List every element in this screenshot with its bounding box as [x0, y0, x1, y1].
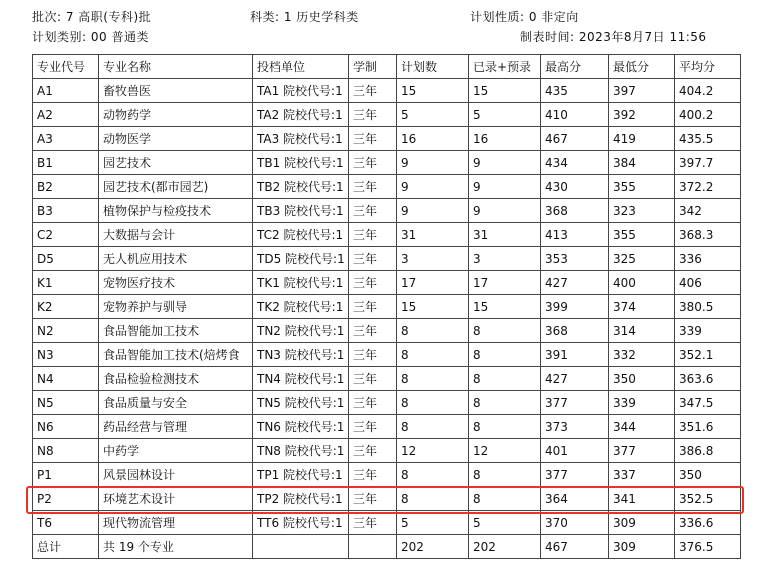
min-score-cell: 377: [609, 439, 675, 463]
major-code-cell: 专业代号: [33, 55, 99, 79]
duration-cell: 三年: [349, 367, 397, 391]
plan-count-cell: 8: [397, 487, 469, 511]
major-code-cell: K1: [33, 271, 99, 295]
avg-score-cell: 400.2: [675, 103, 741, 127]
unit-cell: TP1 院校代号:1: [253, 463, 349, 487]
plan-nature-label: 计划性质: 0 非定向: [470, 10, 579, 24]
major-name-cell: 宠物医疗技术: [99, 271, 253, 295]
avg-score-cell: 347.5: [675, 391, 741, 415]
plan-count-cell: 8: [397, 391, 469, 415]
min-score-cell: 400: [609, 271, 675, 295]
max-score-cell: 434: [541, 151, 609, 175]
plan-count-cell: 5: [397, 511, 469, 535]
major-name-cell: 专业名称: [99, 55, 253, 79]
avg-score-cell: 372.2: [675, 175, 741, 199]
unit-cell: TN2 院校代号:1: [253, 319, 349, 343]
min-score-cell: 332: [609, 343, 675, 367]
major-name-cell: 食品智能加工技术: [99, 319, 253, 343]
major-code-cell: B2: [33, 175, 99, 199]
duration-cell: 三年: [349, 151, 397, 175]
major-code-cell: N6: [33, 415, 99, 439]
admission-table: [32, 54, 741, 559]
duration-cell: 三年: [349, 295, 397, 319]
admitted-count-cell: 15: [469, 79, 541, 103]
max-score-cell: 410: [541, 103, 609, 127]
min-score-cell: 339: [609, 391, 675, 415]
avg-score-cell: 404.2: [675, 79, 741, 103]
table-row: [33, 247, 741, 271]
duration-cell: 三年: [349, 439, 397, 463]
table-row: [33, 463, 741, 487]
duration-cell: 学制: [349, 55, 397, 79]
major-name-cell: 无人机应用技术: [99, 247, 253, 271]
table-row: [33, 367, 741, 391]
max-score-cell: 430: [541, 175, 609, 199]
admitted-count-cell: 31: [469, 223, 541, 247]
admitted-count-cell: 8: [469, 343, 541, 367]
major-code-cell: P1: [33, 463, 99, 487]
admitted-count-cell: 5: [469, 511, 541, 535]
avg-score-cell: 368.3: [675, 223, 741, 247]
max-score-cell: 368: [541, 319, 609, 343]
max-score-cell: 370: [541, 511, 609, 535]
unit-cell: TT6 院校代号:1: [253, 511, 349, 535]
major-code-cell: K2: [33, 295, 99, 319]
unit-cell: TB2 院校代号:1: [253, 175, 349, 199]
avg-score-cell: 352.1: [675, 343, 741, 367]
admitted-count-cell: 8: [469, 463, 541, 487]
plan-type-label: 计划类别: 00 普通类: [32, 30, 149, 44]
avg-score-cell: 352.5: [675, 487, 741, 511]
min-score-cell: 最低分: [609, 55, 675, 79]
major-code-cell: B3: [33, 199, 99, 223]
min-score-cell: 314: [609, 319, 675, 343]
admitted-count-cell: 8: [469, 415, 541, 439]
major-name-cell: 大数据与会计: [99, 223, 253, 247]
table-row: [33, 415, 741, 439]
unit-cell: TA1 院校代号:1: [253, 79, 349, 103]
major-name-cell: 中药学: [99, 439, 253, 463]
avg-score-cell: 406: [675, 271, 741, 295]
admitted-count-cell: 15: [469, 295, 541, 319]
duration-cell: 三年: [349, 271, 397, 295]
plan-count-cell: 9: [397, 175, 469, 199]
duration-cell: 三年: [349, 175, 397, 199]
unit-cell: TN8 院校代号:1: [253, 439, 349, 463]
major-name-cell: 药品经营与管理: [99, 415, 253, 439]
plan-count-cell: 15: [397, 79, 469, 103]
table-row: [33, 271, 741, 295]
major-code-cell: N4: [33, 367, 99, 391]
major-name-cell: 植物保护与检疫技术: [99, 199, 253, 223]
table-row: [33, 199, 741, 223]
unit-cell: TA2 院校代号:1: [253, 103, 349, 127]
major-code-cell: A2: [33, 103, 99, 127]
unit-cell: TP2 院校代号:1: [253, 487, 349, 511]
major-code-cell: N3: [33, 343, 99, 367]
duration-cell: 三年: [349, 391, 397, 415]
table-row: [33, 127, 741, 151]
table-row: [33, 391, 741, 415]
max-score-cell: 427: [541, 271, 609, 295]
min-score-cell: 341: [609, 487, 675, 511]
plan-count-cell: 8: [397, 343, 469, 367]
admitted-count-cell: 8: [469, 367, 541, 391]
duration-cell: 三年: [349, 343, 397, 367]
major-name-cell: 食品检验检测技术: [99, 367, 253, 391]
min-score-cell: 392: [609, 103, 675, 127]
duration-cell: 三年: [349, 247, 397, 271]
min-score-cell: 397: [609, 79, 675, 103]
unit-cell: [253, 535, 349, 559]
max-score-cell: 373: [541, 415, 609, 439]
avg-score-cell: 平均分: [675, 55, 741, 79]
major-name-cell: 共 19 个专业: [99, 535, 253, 559]
avg-score-cell: 397.7: [675, 151, 741, 175]
duration-cell: 三年: [349, 223, 397, 247]
unit-cell: TD5 院校代号:1: [253, 247, 349, 271]
duration-cell: 三年: [349, 415, 397, 439]
table-row: [33, 175, 741, 199]
duration-cell: 三年: [349, 463, 397, 487]
avg-score-cell: 339: [675, 319, 741, 343]
duration-cell: [349, 535, 397, 559]
table-row: [33, 319, 741, 343]
avg-score-cell: 380.5: [675, 295, 741, 319]
plan-count-cell: 16: [397, 127, 469, 151]
max-score-cell: 467: [541, 127, 609, 151]
major-name-cell: 动物药学: [99, 103, 253, 127]
admitted-count-cell: 已录+预录: [469, 55, 541, 79]
duration-cell: 三年: [349, 199, 397, 223]
duration-cell: 三年: [349, 103, 397, 127]
major-name-cell: 风景园林设计: [99, 463, 253, 487]
unit-cell: TN5 院校代号:1: [253, 391, 349, 415]
major-code-cell: A1: [33, 79, 99, 103]
max-score-cell: 413: [541, 223, 609, 247]
min-score-cell: 355: [609, 223, 675, 247]
unit-cell: 投档单位: [253, 55, 349, 79]
major-code-cell: N2: [33, 319, 99, 343]
admitted-count-cell: 16: [469, 127, 541, 151]
max-score-cell: 364: [541, 487, 609, 511]
unit-cell: TK1 院校代号:1: [253, 271, 349, 295]
major-code-cell: C2: [33, 223, 99, 247]
avg-score-cell: 435.5: [675, 127, 741, 151]
unit-cell: TN3 院校代号:1: [253, 343, 349, 367]
max-score-cell: 435: [541, 79, 609, 103]
min-score-cell: 337: [609, 463, 675, 487]
table-header-row: [33, 55, 741, 79]
max-score-cell: 377: [541, 463, 609, 487]
admitted-count-cell: 12: [469, 439, 541, 463]
major-name-cell: 动物医学: [99, 127, 253, 151]
plan-count-cell: 17: [397, 271, 469, 295]
plan-count-cell: 8: [397, 367, 469, 391]
avg-score-cell: 386.8: [675, 439, 741, 463]
admitted-count-cell: 8: [469, 391, 541, 415]
admitted-count-cell: 3: [469, 247, 541, 271]
batch-label: 批次: 7 高职(专科)批: [32, 10, 152, 24]
plan-count-cell: 8: [397, 463, 469, 487]
plan-count-cell: 计划数: [397, 55, 469, 79]
duration-cell: 三年: [349, 127, 397, 151]
major-code-cell: N8: [33, 439, 99, 463]
admitted-count-cell: 5: [469, 103, 541, 127]
unit-cell: TN4 院校代号:1: [253, 367, 349, 391]
unit-cell: TC2 院校代号:1: [253, 223, 349, 247]
max-score-cell: 最高分: [541, 55, 609, 79]
max-score-cell: 353: [541, 247, 609, 271]
major-name-cell: 园艺技术(都市园艺): [99, 175, 253, 199]
min-score-cell: 309: [609, 511, 675, 535]
table-row: [33, 223, 741, 247]
min-score-cell: 419: [609, 127, 675, 151]
min-score-cell: 355: [609, 175, 675, 199]
duration-cell: 三年: [349, 79, 397, 103]
major-code-cell: T6: [33, 511, 99, 535]
duration-cell: 三年: [349, 319, 397, 343]
unit-cell: TB3 院校代号:1: [253, 199, 349, 223]
min-score-cell: 374: [609, 295, 675, 319]
max-score-cell: 401: [541, 439, 609, 463]
major-name-cell: 食品质量与安全: [99, 391, 253, 415]
major-code-cell: P2: [33, 487, 99, 511]
major-name-cell: 畜牧兽医: [99, 79, 253, 103]
table-row: [33, 151, 741, 175]
table-row: [33, 487, 741, 511]
admitted-count-cell: 9: [469, 151, 541, 175]
table-row: [33, 295, 741, 319]
table-row: [33, 103, 741, 127]
major-name-cell: 园艺技术: [99, 151, 253, 175]
avg-score-cell: 363.6: [675, 367, 741, 391]
min-score-cell: 323: [609, 199, 675, 223]
admitted-count-cell: 8: [469, 319, 541, 343]
table-row: [33, 79, 741, 103]
major-code-cell: A3: [33, 127, 99, 151]
duration-cell: 三年: [349, 487, 397, 511]
max-score-cell: 399: [541, 295, 609, 319]
unit-cell: TB1 院校代号:1: [253, 151, 349, 175]
plan-count-cell: 8: [397, 415, 469, 439]
max-score-cell: 427: [541, 367, 609, 391]
major-name-cell: 宠物养护与驯导: [99, 295, 253, 319]
plan-count-cell: 5: [397, 103, 469, 127]
major-code-cell: N5: [33, 391, 99, 415]
avg-score-cell: 351.6: [675, 415, 741, 439]
min-score-cell: 309: [609, 535, 675, 559]
unit-cell: TA3 院校代号:1: [253, 127, 349, 151]
min-score-cell: 350: [609, 367, 675, 391]
major-code-cell: D5: [33, 247, 99, 271]
duration-cell: 三年: [349, 511, 397, 535]
total-row: [33, 535, 741, 559]
plan-count-cell: 31: [397, 223, 469, 247]
avg-score-cell: 336: [675, 247, 741, 271]
plan-count-cell: 8: [397, 319, 469, 343]
avg-score-cell: 342: [675, 199, 741, 223]
unit-cell: TN6 院校代号:1: [253, 415, 349, 439]
major-code-cell: B1: [33, 151, 99, 175]
plan-count-cell: 12: [397, 439, 469, 463]
major-name-cell: 现代物流管理: [99, 511, 253, 535]
avg-score-cell: 376.5: [675, 535, 741, 559]
min-score-cell: 325: [609, 247, 675, 271]
plan-count-cell: 3: [397, 247, 469, 271]
major-code-cell: 总计: [33, 535, 99, 559]
plan-count-cell: 9: [397, 199, 469, 223]
max-score-cell: 391: [541, 343, 609, 367]
avg-score-cell: 350: [675, 463, 741, 487]
admitted-count-cell: 8: [469, 487, 541, 511]
table-row: [33, 439, 741, 463]
max-score-cell: 467: [541, 535, 609, 559]
avg-score-cell: 336.6: [675, 511, 741, 535]
admitted-count-cell: 202: [469, 535, 541, 559]
plan-count-cell: 9: [397, 151, 469, 175]
plan-count-cell: 15: [397, 295, 469, 319]
min-score-cell: 344: [609, 415, 675, 439]
made-time-label: 制表时间: 2023年8月7日 11:56: [520, 30, 707, 44]
plan-count-cell: 202: [397, 535, 469, 559]
major-name-cell: 食品智能加工技术(焙烤食: [99, 343, 253, 367]
unit-cell: TK2 院校代号:1: [253, 295, 349, 319]
major-name-cell: 环境艺术设计: [99, 487, 253, 511]
table-row: [33, 511, 741, 535]
table-row: [33, 343, 741, 367]
max-score-cell: 377: [541, 391, 609, 415]
admitted-count-cell: 17: [469, 271, 541, 295]
admitted-count-cell: 9: [469, 199, 541, 223]
max-score-cell: 368: [541, 199, 609, 223]
min-score-cell: 384: [609, 151, 675, 175]
admitted-count-cell: 9: [469, 175, 541, 199]
category-label: 科类: 1 历史学科类: [250, 10, 359, 24]
